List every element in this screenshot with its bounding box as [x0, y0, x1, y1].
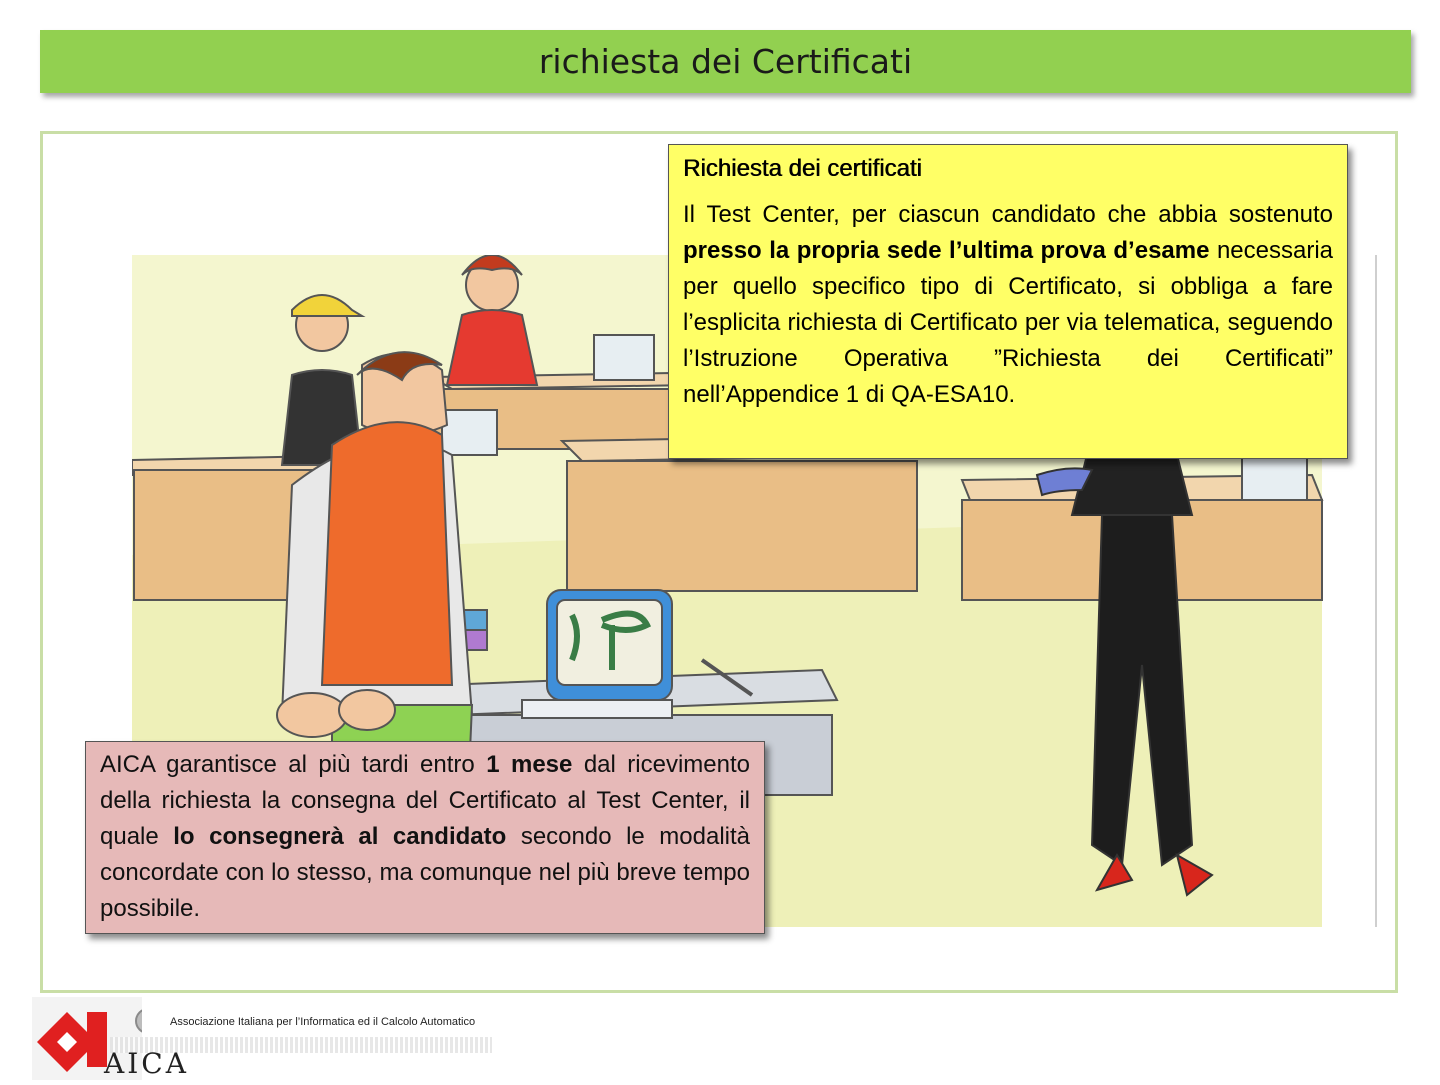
aica-logo — [32, 997, 494, 1080]
certificate-request-info-box — [668, 144, 1348, 459]
info-box-text: Il Test Center, per ciascun candidato che abbia sostenuto presso la propria sede l’ultima prova d’esame necessaria per quello specifico tipo di Certificato, si obbliga a fare l’esplicita richiesta di Certificato per via telematica, seguendo l’Istruzione Operativa ”Richiesta dei Certificati” nell’Appendice 1 di QA-ESA10. — [683, 201, 1334, 408]
slide-title: richiesta dei Certificati — [538, 42, 913, 81]
logo-word: AICA — [104, 1047, 189, 1080]
delivery-note-box — [85, 741, 765, 934]
title-bar — [40, 30, 1411, 93]
logo-caption: Associazione Italiana per l’Informatica ed il Calcolo Automatico — [170, 1016, 476, 1028]
info-box-bold-text: presso la propria sede l’ultima prova d’esame — [683, 237, 1210, 264]
note-bold-delivery: lo consegnerà al candidato — [173, 823, 507, 850]
note-box-text: AICA garantisce al più tardi entro 1 mese dal ricevimento della richiesta la consegna del Certificato al Test Center, il quale lo consegnerà al candidato secondo le modalità concordate con lo stesso, ma comunque nel più breve tempo possibile. — [100, 751, 751, 922]
note-bold-time: 1 mese — [486, 751, 573, 778]
info-box-heading: Richiesta dei certificati — [683, 155, 922, 182]
